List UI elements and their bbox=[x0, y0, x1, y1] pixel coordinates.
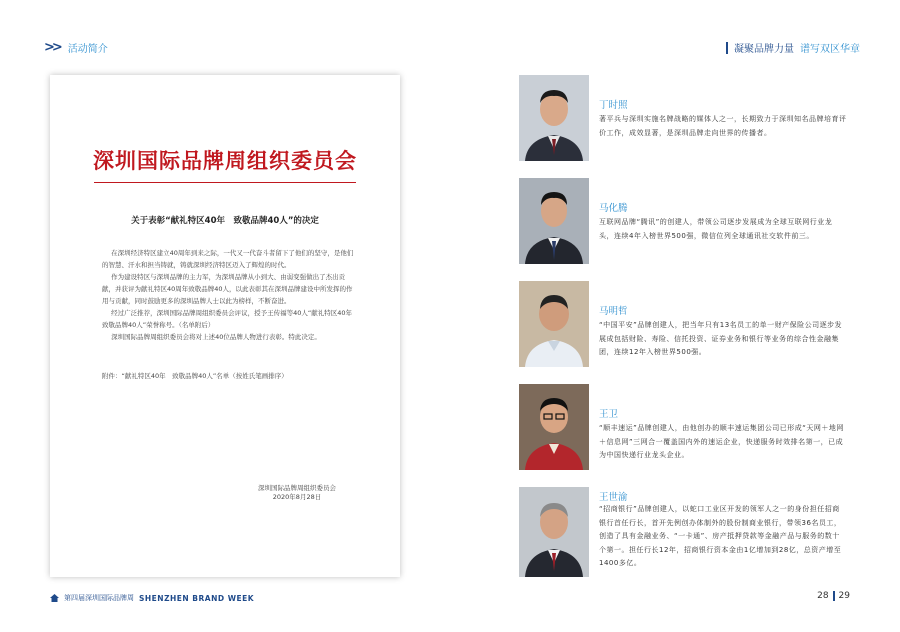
sign-org: 深圳国际品牌周组织委员会 bbox=[258, 484, 336, 492]
person-card bbox=[519, 384, 849, 470]
official-document bbox=[50, 75, 400, 577]
sign-date: 2020年8月28日 bbox=[272, 493, 322, 501]
person-name: 马化腾 bbox=[599, 203, 628, 214]
person-card bbox=[519, 178, 849, 264]
person-card bbox=[519, 75, 849, 161]
portrait-photo bbox=[519, 75, 589, 161]
page-number-right: 29 bbox=[838, 591, 850, 601]
section-header bbox=[44, 40, 108, 55]
portrait-photo bbox=[519, 281, 589, 367]
portrait-photo bbox=[519, 178, 589, 264]
header-slogan bbox=[726, 40, 860, 55]
title-rule bbox=[94, 182, 356, 183]
person-description: “招商银行”品牌创建人，以蛇口工业区开发的领军人之一的身份担任招商银行首任行长，首开先例创办体制外的股份制商业银行，带领36名员工，创造了具有金融业务、“一卡通”、房产抵押贷款等金融产品与服务的数十个第一。担任行长12年，招商银行资本金由1亿增加到28亿，总资产增至1400多亿。 bbox=[599, 505, 842, 567]
footer-en-title: SHENZHEN BRAND WEEK bbox=[139, 593, 255, 603]
portrait-photo bbox=[519, 384, 589, 470]
body-paragraph: 深圳国际品牌周组织委员会将对上述40位品牌人物进行表彰。特此决定。 bbox=[111, 333, 321, 341]
body-paragraph: 作为建设特区与深圳品牌的主力军，为深圳品牌从小到大、由弱变强做出了杰出贡献，并获评为献礼特区40周年致敬品牌40人，以此表彰其在深圳品牌建设中所发挥的作用与贡献，同时鼓励更多的深圳品牌人士以此为榜样，不断奋进。 bbox=[102, 273, 353, 305]
page-divider bbox=[833, 591, 835, 601]
person-description: 互联网品牌“腾讯”的创建人，带领公司逐步发展成为全球互联网行业龙头，连续4年入榜世界500强，微信位列全球通讯社交软件前三。 bbox=[599, 218, 833, 240]
person-name: 马明哲 bbox=[599, 306, 628, 317]
home-icon bbox=[50, 594, 59, 602]
person-description: 著平兵与深圳实施名牌战略的媒体人之一，长期致力于深圳知名品牌培育评价工作，成效显著，是深圳品牌走向世界的传播者。 bbox=[599, 115, 847, 137]
document-body bbox=[102, 247, 359, 343]
double-chevron-icon: >> bbox=[44, 40, 60, 55]
person-card bbox=[519, 281, 849, 367]
slogan-part-a: 凝聚品牌力量 bbox=[734, 44, 794, 55]
section-label: 活动简介 bbox=[67, 44, 108, 55]
document-org-title: 深圳国际品牌周组织委员会 bbox=[93, 148, 357, 173]
body-paragraph: 在深圳经济特区建立40周年到来之际，一代又一代奋斗者留下了他们的坚守，是他们的智慧、汗水和担当铸就，铸就深圳经济特区迈入了辉煌的时代。 bbox=[102, 249, 354, 269]
person-description: “中国平安”品牌创建人，把当年只有13名员工的单一财产保险公司逐步发展成包括财险、寿险、信托投资、证券业务和银行等业务的综合性金融集团，连续12年入榜世界500强。 bbox=[599, 321, 843, 356]
document-subtitle: 关于表彰“献礼特区40年 致敬品牌40人”的决定 bbox=[131, 216, 319, 226]
body-paragraph: 经过广泛推荐，深圳国际品牌周组织委员会评议，授予王传福等40人“献礼特区40年 致敬品牌40人”荣誉称号。（名单附后） bbox=[102, 309, 359, 329]
person-description: “顺丰速运”品牌创建人，由他创办的顺丰速运集团公司已形成“天网＋地网＋信息网”三网合一覆盖国内外的速运企业，快递服务时效排名第一，已成为中国快递行业龙头企业。 bbox=[599, 424, 844, 459]
person-card bbox=[519, 487, 849, 579]
divider-bar bbox=[726, 42, 728, 54]
slogan-part-b: 谱写双区华章 bbox=[800, 44, 860, 55]
page-number-left: 28 bbox=[817, 591, 829, 601]
person-name: 丁时照 bbox=[599, 100, 628, 111]
page-numbers bbox=[817, 591, 850, 601]
footer-cn-title: 第四届深圳国际品牌周 bbox=[64, 594, 134, 602]
person-name: 王卫 bbox=[599, 409, 619, 420]
person-name: 王世渝 bbox=[599, 492, 628, 503]
document-attachment: 附件：“献礼特区40年 致敬品牌40人”名单（按姓氏笔画排序） bbox=[102, 372, 288, 380]
document-signature bbox=[258, 484, 336, 502]
footer-brand bbox=[50, 593, 254, 603]
portrait-photo bbox=[519, 487, 589, 577]
